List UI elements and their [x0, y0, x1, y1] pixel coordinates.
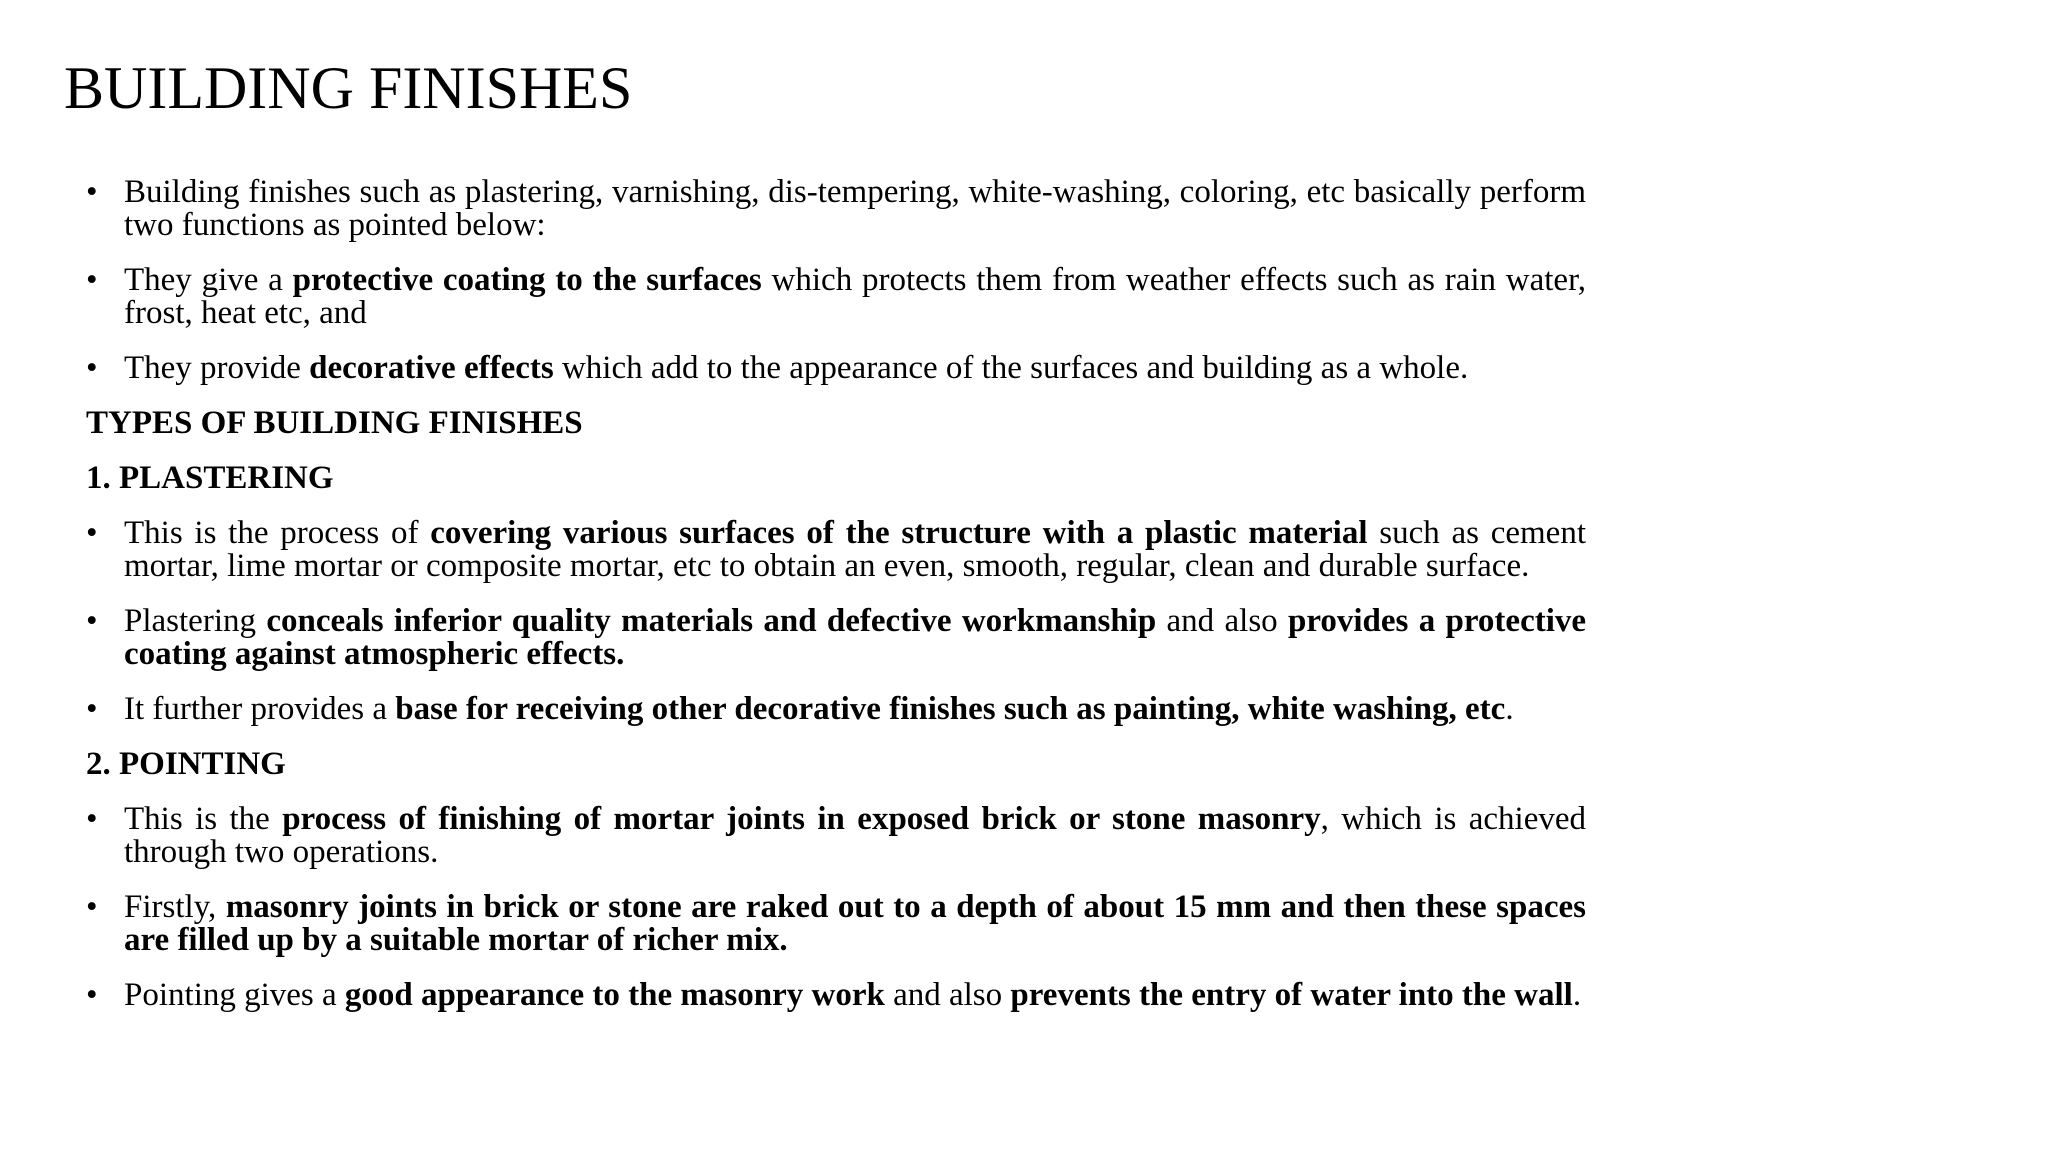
bold-text: base for receiving other decorative finishes such as painting, white washing, etc [395, 691, 1506, 727]
bullet-text: It further provides a [124, 691, 396, 727]
list-item [86, 803, 1586, 869]
list-item [86, 176, 1586, 242]
bullet-text: which protects them from weather effects such as rain water, frost, heat etc, and [124, 262, 1586, 331]
bullet-text: They give a [124, 262, 293, 298]
bold-text: masonry joints in brick or stone are raked out to a depth of about 15 mm and then these spaces are filled up by a suitable mortar of richer mix. [124, 889, 1586, 958]
bullet-text: . [1505, 691, 1514, 727]
list-item [86, 517, 1586, 583]
bullet-text: Plastering [124, 603, 267, 639]
bold-text: covering various surfaces of the structure with a plastic material [430, 515, 1368, 551]
list-item [86, 352, 1586, 385]
list-item [86, 264, 1586, 330]
slide-title: BUILDING FINISHES [64, 55, 633, 121]
bullet-text: Pointing gives a [124, 977, 345, 1013]
section-heading: TYPES OF BUILDING FINISHES [86, 405, 583, 441]
bold-text: decorative effects [309, 350, 554, 386]
bold-text: good appearance to the masonry work [344, 977, 885, 1013]
bullet-text: which add to the appearance of the surfaces and building as a whole. [553, 350, 1469, 386]
slide-body [86, 176, 1586, 1034]
bullet-text: and also [1156, 603, 1288, 639]
bullet-text: . [1572, 977, 1582, 1013]
bold-text: prevents the entry of water into the wall [1010, 977, 1573, 1013]
bullet-text: and also [884, 977, 1011, 1013]
pointing-heading: 2. POINTING [86, 746, 286, 782]
list-item [86, 891, 1586, 957]
bullet-text: They provide [124, 350, 310, 386]
bullet-text: , which is achieved through two operations. [124, 801, 1586, 870]
list-item [86, 979, 1586, 1012]
bullet-text: Firstly, [124, 889, 226, 925]
bold-text: conceals inferior quality materials and defective workmanship [266, 603, 1157, 639]
bullet-text: such as cement mortar, lime mortar or composite mortar, etc to obtain an even, smooth, regular, clean and durable surface. [124, 515, 1587, 584]
bold-text: provides a protective coating against atmospheric effects. [124, 603, 1587, 672]
bullet-text: Building finishes such as plastering, varnishing, dis-tempering, white-washing, coloring, etc basically perform two functions as pointed below: [124, 174, 1586, 243]
list-item [86, 693, 1586, 726]
bullet-text: This is the process of [124, 515, 431, 551]
bold-text: protective coating to the surfaces [292, 262, 762, 298]
plastering-heading: 1. PLASTERING [86, 460, 334, 496]
list-item [86, 605, 1586, 671]
bullet-text: This is the [124, 801, 283, 837]
bold-text: process of finishing of mortar joints in exposed brick or stone masonry [282, 801, 1321, 837]
